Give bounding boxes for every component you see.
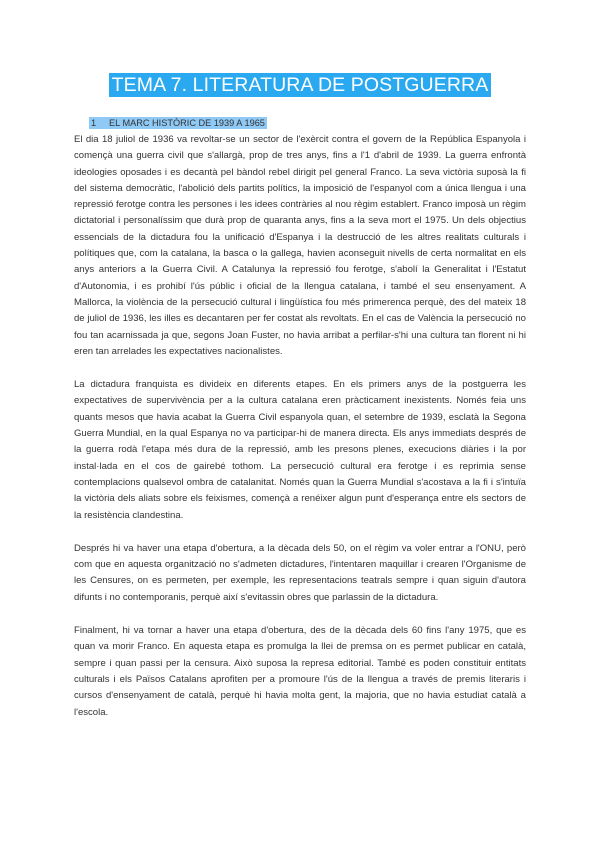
section-heading-text: EL MARC HISTÒRIC DE 1939 A 1965 — [109, 118, 265, 128]
title-container — [0, 73, 600, 97]
section-number: 1 — [91, 118, 97, 128]
paragraph-4: Finalment, hi va tornar a haver una etapa d'obertura, des de la dècada dels 60 fins l'any 1975, que es quan va morir Franco. En aquesta etapa es promulga la llei de premsa on es permet publicar en català, sempre i quan passi per la censura. Això suposa la represa editorial. També es poden constituir entitats culturals i els Països Catalans aprofiten per a promoure l'ús de la llengua a través de premis literaris i cursos d'ensenyament de català, perquè hi havia molta gent, la majoria, que no havia estudiat català a l'escola. — [74, 625, 526, 718]
document-body — [74, 132, 526, 738]
page-title: TEMA 7. LITERATURA DE POSTGUERRA — [109, 73, 492, 97]
paragraph-2: La dictadura franquista es divideix en diferents etapes. En els primers anys de la postguerra les expectatives de supervivència per a la cultura catalana eren pràcticament inexistents. Només feia uns quants mesos que havia acabat la Guerra Civil espanyola quan, el setembre de 1939, esclatà la Segona Guerra Mundial, en la qual Espanya no va participar-hi de manera directa. Els anys immediats després de la guerra rodà l'etapa més dura de la repressió, amb les presons plenes, execucions diàries i la por instal·lada en el cos de gairebé tothom. La persecució cultural era ferotge i es reprimia sense contemplacions qualsevol ombra de catalanitat. Només quan la Guerra Mundial s'acostava a la fi i s'intuïa la victòria dels aliats sobre els feixismes, començà a renéixer algun punt d'esperança entre els sectors de la resistència clandestina. — [74, 379, 526, 521]
section-heading — [89, 117, 267, 129]
paragraph-1: El dia 18 juliol de 1936 va revoltar-se un sector de l'exèrcit contra el govern de la República Espanyola i començà una guerra civil que s'allargà, prop de tres anys, fins a l'1 d'abril de 1939. La guerra enfrontà ideologies oposades i es decantà pel bàndol rebel dirigit pel general Franco. La seva victòria suposà la fi del sistema democràtic, l'abolició dels partits polítics, la imposició de l'espanyol com a única llengua i una repressió ferotge contra les persones i les idees contràries al nou règim establert. Franco imposà un règim dictatorial i personalíssim que durà prop de quaranta anys, fins a la seva mort el 1975. Un dels objectius essencials de la dictadura fou la unificació d'Espanya i la destrucció de les altres realitats culturals i polítiques que, com la catalana, la basca o la gallega, havien aconseguit nivells de certa normalitat en els anys anteriors a la Guerra Civil. A Catalunya la repressió fou ferotge, s'abolí la Generalitat i l'Estatut d'Autonomia, i es prohibí l'ús públic i oficial de la llengua catalana, i també el seu ensenyament. A Mallorca, la violència de la persecució cultural i lingüística fou més primerenca perquè, des del mateix 18 de juliol de 1936, les illes es decantaren per fer costat als revoltats. En el cas de València la persecució no fou tan acarnissada ja que, segons Joan Fuster, no havia arribat a perfilar-s'hi una cultura tan florent ni hi eren tan arrelades les expectatives nacionalistes. — [74, 134, 526, 357]
paragraph-3: Després hi va haver una etapa d'obertura, a la dècada dels 50, on el règim va voler entrar a l'ONU, però com que en aquesta organització no s'admeten dictadures, l'intentaren maquillar i crearen l'Organisme de les Censures, on es permeten, per exemple, les representacions teatrals sempre i quan siguin d'autora difunts i no contemporanis, perquè així s'evitassin obres que parlassin de la dictadura. — [74, 542, 526, 603]
